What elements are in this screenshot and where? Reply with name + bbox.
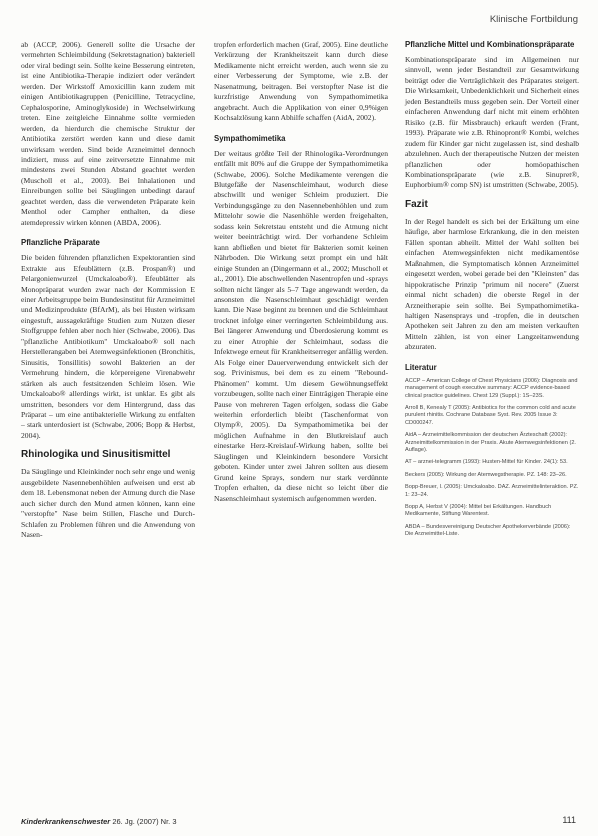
paragraph: Die beiden führenden pflanzlichen Expektorantien sind Extrakte aus Efeublättern (z.B. Prospan®) und Pelargonienwurzel (Umckaloabo®). Efeublätter als Monopräparat wurden zwar nach der Kommission E einer Arbeitsgruppe beim Bundesinstitut für Arzneimittel und Medizinprodukte (BfArM), als bei Husten wirksam eingestuft, aussagekräftige Studien zum Nutzen dieser Stoffgruppe fehlen aber noch hier (Schwabe, 2006). Das "pflanzliche Antibiotikum" Umckaloabo® soll nach Herstellerangaben bei Atemwegsinfektionen (Bronchitis, Sinusitis, Tonsillitis) sowohl Bakterien an der Vermehrung hindern, die körpereigene Virenabwehr stärken als auch festsitzenden Schleim lösen. Wie Umckaloabo® allerdings wirkt, ist unklar. Es gibt als umstritten, besonders vor dem Hintergrund, dass das Präparat – um eine antibakterielle Wirkung zu entfalten – stark unterdosiert ist (Schwabe, 2006; Bopp & Herbst, 2004).: [21, 253, 195, 440]
reference-item: AT – arznei-telegramm (1993): Husten-Mittel für Kinder. 24(1): 53.: [405, 459, 568, 466]
reference-item: AidA – Arzneimittelkommission der deutschen Ärzteschaft (2002): Arzneimittelkommission in der Praxis. Akute Atemwegsinfektionen (2. Auflage).: [405, 432, 576, 454]
paragraph: Der weitaus größte Teil der Rhinologika-Verordnungen entfällt mit 80% auf die Gruppe der Sympathomimetika (Schwabe, 2006). Solche Medikamente verengen die Blutgefäße der Nasenschleimhaut, wodurch diese abschwillt und weniger Schleim produziert. Die Verbindungsgänge zu den Nasennebenhöhlen und zum Mittelohr sowie die Nasenhöhle werden freigehalten, sodass kein Sekretstau entsteht und die Atmung nicht weiter beeinträchtigt wird. Der vorhandene Schleim kann abfließen und bietet für Bakterien somit keinen Nährboden. Die Wirkung setzt prompt ein und hält einige Stunden an (Dingermann et al., 2002; Muscholl et al., 2001). Die abschwellenden Nasentropfen und -sprays sollten nicht länger als 5–7 Tage angewandt werden, da ansonsten die Nasenschleimhaut geschädigt werden kann. Die Nase beginnt zu brennen und die Schleimhaut trocknet infolge einer verringerten Schleimbildung aus. Bei längerer Anwendung und Überdosierung kommt es zu einer Atrophie der Schleimhaut, sodass die Infektwege erneut für Krankheitserreger anfällig werden. Als Folge einer Dauerverwendung entwickelt sich der sog. Privinismus, bei dem es zu einem "Rebound-Phänomen" kommt. Um diesem Gewöhnungseffekt vorzubeugen, sollte nach einer Einträgigen Therapie eine Pause von mehreren Tagen erfolgen, sodass die Gabe weiterhin erforderlich bleibt (Taschenformat von Olymp®, 2005). Da Sympathomimetika bei der möglichen Aufnahme in den Blutkreislauf auch einestarke Herz-Kreislauf-Wirkung haben, sollte bei Säuglingen und Kleinkindern besondere Vorsicht geboten. Kinder unter zwei Jahren sollten aus diesem Grund keine Sprays, sondern nur stark verdünnte Tropfen erhalten, da diese nicht so leicht über die Nasenschleimhaut systemisch aufgenommen werden.: [214, 148, 388, 503]
column-3: [405, 40, 579, 544]
reference-item: ABDA – Bundesvereinigung Deutscher Apothekerverbände (2006): Die Arzneimittel-Liste.: [405, 523, 571, 538]
reference-item: Arroll B, Kenealy T (2005): Antibiotics for the common cold and acute purulent rhinitis. Cochrane Database Syst. Rev. 2005 Issue 3: CD000247.: [405, 405, 576, 426]
page-number: 111: [562, 815, 576, 825]
references-heading: Literatur: [405, 362, 437, 372]
journal-issue: 26. Jg. (2007) Nr. 3: [112, 817, 177, 826]
section-heading: Fazit: [405, 198, 428, 210]
section-header: Klinische Fortbildung: [489, 14, 578, 25]
section-heading: Rhinologika und Sinusitismittel: [21, 449, 171, 461]
paragraph: ab (ACCP, 2006). Generell sollte die Ursache der vermehrten Schleimbildung (Sekretstagnation) bakteriell oder viral bedingt sein. Sollte keine Besserung eintreten, ist eine Antibiotika-Therapie indiziert oder verändert werden. Der Wirkstoff Amoxicillin kann zudem mit einigen Antibiotikagruppen (Penicilline, Tetracycline, Cephalosporine, Aminoglykoside) in Wechselwirkung treten. Eine zeitgleiche Einnahme sollte vermieden werden, da hierdurch die chemische Struktur der Antibiotika zerstört werden kann und diese damit unwirksam werden. Sind beide Arzneimittel dennoch indiziert, muss auf eine zeitversetzte Einnahme mit mindestens zwei Stunden Abstand geachtet werden (Muscholl et al., 2003). Bei Inhalationen und Einreibungen sollte bei Säuglingen unbedingt darauf geachtet werden, dass die verwendeten Präparate kein Menthol oder Campher enthalten, da diese atemdepressiv wirken können (ABDA, 2006).: [21, 40, 195, 227]
subheading: Pflanzliche Mittel und Kombinationspräparate: [405, 40, 575, 49]
reference-item: Bopp-Breuer, I. (2005): Umckaloabo. DAZ. Arzneimittelinteraktion. PZ. 1: 23–24.: [405, 484, 579, 498]
subheading: Pflanzliche Präparate: [21, 238, 100, 248]
column-2: [214, 40, 388, 504]
reference-item: ACCP – American College of Chest Physicians (2006): Diagnosis and management of cough executive summary: ACCP evidence-based clinical practice guidelines. Chest 129 (Suppl.): 1S–23S.: [405, 377, 578, 399]
reference-item: Bopp A, Herbst V (2004): Mittel bei Erkältungen. Handbuch Medikamente, Stiftung Warentest.: [405, 504, 552, 518]
references-list: [405, 378, 579, 539]
paragraph: In der Regel handelt es sich bei der Erkältung um eine häufige, aber harmlose Erkrankung, die in den meisten Fällen spontan abheilt. Mittel der Wahl sollten bei einfachen Atemwegsinfekten nicht medikamentöse Maßnahmen, die Symptomatisch können Arzneimittel eingesetzt werden, wobei gerade bei den "Kleinsten" das hippokratische Prinzip "primum nil nocere" (Zuerst einmal nicht schaden) die oberste Regel in der Arzneitherapie sein sollte. Bei Sympathomimetika-haltigen Nasensprays und -tropfen, die in deutschen Apotheken seit Jahren zu den am meisten verkauften Mitteln zählen, ist von einer Langzeitanwendung abzuraten.: [405, 216, 579, 352]
footer-journal: [21, 817, 177, 826]
journal-name: Kinderkrankenschwester: [21, 817, 111, 826]
reference-item: Beckers (2005): Wirkung der Atemwegstherapie. PZ. 148: 23–26.: [405, 471, 567, 478]
subheading: Sympathomimetika: [214, 133, 286, 143]
paragraph: Kombinationspräparate sind im Allgemeinen nur sinnvoll, wenn jeder Bestandteil zur Gesamtwirkung beiträgt oder die Verträglichkeit des Präparates steigert. Die Wirksamkeit, Unbedenklichkeit und Sicherheit eines jeden Bestandteils muss gegeben sein. Der Vorteil einer einfacheren Anwendung darf nicht mit einem erhöhten Risiko (z.B. für Missbrauch) erkauft werden (Frant, 1993). Präparate wie z.B. Rhinopront® Kombi, welches zudem für Kinder gar nicht zugelassen ist, sind deshalb abzulehnen. Auch der therapeutische Nutzen der meisten pflanzlichen oder homöopathischen Kombinationspräparate (wie z.B. Sinupret®, Euphorbium® comp SN) ist umstritten (Schwabe, 2005).: [405, 55, 579, 190]
paragraph: tropfen erforderlich machen (Graf, 2005). Eine deutliche Verkürzung der Krankheitszeit kann durch diese Medikamente nicht erreicht werden, auch wenn sie zu einer Verbesserung der Symptome, wie z.B. der Nasenatmung, beitragen. Bei verstopfter Nase ist die kurzfristige Anwendung von Sympathomimetika angebracht. Auch die Applikation von einer 0,9%igen Kochsalzlösung kann Abhilfe schaffen (AidA, 2002).: [214, 40, 388, 123]
paragraph: Da Säuglinge und Kleinkinder noch sehr enge und wenig ausgebildete Nasennebenhöhlen aufweisen und erst ab dem 18. Lebensmonat neben der Atmung durch die Nase auch sicher durch den Mund atmen können, kann eine "verstopfte" Nase beim Stillen, Flasche und Durch-Schlafen zu Problemen führen und die Anwendung von Nasen-: [21, 467, 195, 540]
column-1: [21, 40, 195, 540]
